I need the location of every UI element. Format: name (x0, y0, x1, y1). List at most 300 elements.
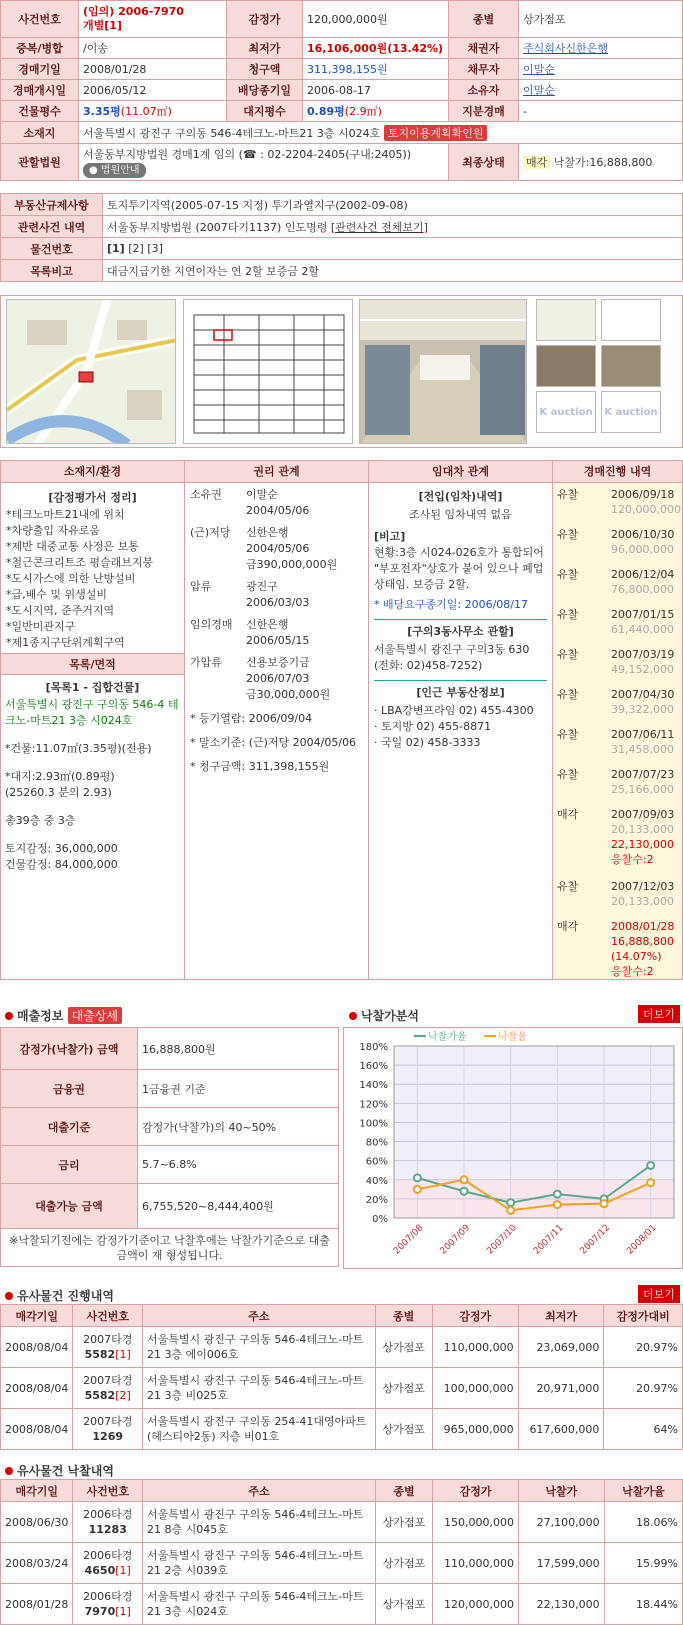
court-info-button[interactable]: ● 법원안내 (83, 163, 146, 178)
history-status: 유찰 (557, 768, 579, 781)
bullet-icon: ● (89, 164, 98, 176)
env-header: 소재지/환경 (1, 461, 184, 483)
col-header: 매각기일 (1, 1480, 73, 1502)
legend-label: 낙찰율 (498, 1032, 527, 1043)
appraisal-value: 120,000,000원 (303, 1, 449, 38)
history-row (557, 877, 678, 917)
y-tick-label: 80% (365, 1137, 388, 1149)
nearby-agency: · LBA강변프라임 02) 455-4300 (374, 704, 534, 717)
item-type: 상가점포 (375, 1409, 432, 1450)
item-price: 20,971,000 (518, 1368, 604, 1409)
item-label: 물건번호 (1, 238, 103, 260)
right-date: 2004/05/06 (246, 542, 310, 555)
col-header: 감정가 (432, 1305, 518, 1327)
table-row[interactable] (1, 1368, 683, 1409)
item-appraisal: 110,000,000 (432, 1327, 518, 1368)
history-price: 16,888,800 (611, 935, 674, 948)
open-label: 경매개시일 (1, 80, 79, 101)
history-date: 2007/12/03 (611, 880, 675, 893)
item-type: 상가점포 (375, 1502, 432, 1543)
list-land: *대지:2.93㎡(0.89평) (5, 770, 115, 783)
case-index: [2] (115, 1389, 131, 1402)
col-header: 사건번호 (73, 1480, 143, 1502)
div-label: 배당종기일 (227, 80, 303, 101)
history-status: 유찰 (557, 688, 579, 701)
right-date: 2006/07/03 (246, 672, 310, 685)
case-number-link[interactable]: 7970 (84, 1605, 116, 1618)
photo-strip (0, 295, 683, 448)
series-point (507, 1207, 514, 1214)
item-appraisal: 150,000,000 (433, 1502, 519, 1543)
case-sub: 개별[1] (83, 19, 122, 32)
case-number-link[interactable]: 11283 (88, 1523, 127, 1536)
history-status: 유찰 (557, 488, 579, 501)
bullet-icon (349, 1012, 357, 1020)
env-item-5: *급,배수 및 위생설비 (6, 588, 107, 601)
item-address[interactable]: 서울특별시 광진구 구의동 546-4테크노-마트21 8층 시045호 (143, 1502, 376, 1543)
start-value: 2008/01/28 (79, 59, 227, 80)
col-header: 감정가 (433, 1480, 519, 1502)
y-tick-label: 160% (359, 1061, 388, 1073)
env-item-3: *철근콘크리트조 평슬래브지붕 (6, 556, 154, 569)
history-date: 2006/10/30 (611, 528, 675, 541)
thumb-logo-1[interactable]: K auction (536, 391, 596, 433)
sale-date: 2008/01/28 (1, 1584, 73, 1625)
sold-section-title: 유사물건 낙찰내역 (5, 1462, 114, 1479)
list-header: 목록/면적 (1, 653, 184, 675)
type-value: 상가점포 (519, 1, 683, 38)
item-appraisal: 110,000,000 (433, 1543, 519, 1584)
list-address: 서울특별시 광진구 구의동 546-4 테크노-마트21 3층 시024호 (5, 698, 179, 727)
history-extra: 22,130,000 (611, 838, 674, 851)
debtor-label: 채무자 (449, 59, 519, 80)
item-ratio: 15.99% (604, 1543, 682, 1584)
chart-section-title: 낙찰가분석 (349, 1007, 419, 1024)
bullet-icon (5, 1467, 13, 1475)
series-point (461, 1188, 468, 1195)
right-holder: 신용보증기금 (246, 656, 310, 669)
open-value: 2006/05/12 (79, 80, 227, 101)
case-label: 사건번호 (1, 1, 79, 38)
note-label: 목록비고 (1, 260, 103, 282)
item-type: 상가점포 (375, 1368, 432, 1409)
history-date: 2007/09/03 (611, 808, 675, 821)
item-other-links[interactable]: [2] [3] (128, 242, 163, 255)
claim-label: 청구액 (227, 59, 303, 80)
nearby-agency: · 토지방 02) 455-8871 (374, 720, 492, 733)
misc-table (0, 193, 683, 282)
item-address[interactable]: 서울특별시 광진구 구의동 546-4테크노-마트21 2층 시039호 (143, 1543, 376, 1584)
item-selected[interactable]: [1] (107, 242, 125, 255)
loan-value: 16,888,800원 (138, 1028, 339, 1070)
table-row[interactable] (1, 1409, 683, 1450)
case-number-link[interactable]: 4650 (84, 1564, 116, 1577)
item-ratio: 18.06% (604, 1502, 682, 1543)
x-tick-label: 2007/10 (485, 1223, 519, 1257)
share-value: - (519, 101, 683, 122)
item-price: 617,600,000 (518, 1409, 604, 1450)
history-status: 유찰 (557, 608, 579, 621)
table-row[interactable] (1, 1502, 683, 1543)
case-number: (임의) 2006-7970 (83, 5, 184, 18)
bldg-sqm: (11.07㎡) (120, 105, 172, 118)
series-point (554, 1201, 561, 1208)
cancel-basis: * 말소기준: (근)저당 2004/05/06 (190, 736, 357, 749)
case-number-link[interactable]: 5582 (84, 1348, 116, 1361)
right-type: 소유권 (190, 488, 222, 501)
thumb-logo-2[interactable]: K auction (601, 391, 661, 433)
history-price: 20,133,000 (611, 823, 674, 836)
history-extra: (14.07%) (611, 950, 662, 963)
loan-value: 감정가(낙찰가)의 40~50% (138, 1108, 339, 1146)
series-point (414, 1186, 421, 1193)
item-price: 22,130,000 (519, 1584, 605, 1625)
history-row (557, 765, 678, 805)
list-building: *건물:11.07㎡(3.35평)(전용) (5, 742, 152, 755)
loan-value: 6,755,520~8,444,400원 (138, 1184, 339, 1229)
sale-date: 2008/06/30 (1, 1502, 73, 1543)
loan-section-title: 매출정보 대출상세 (5, 1007, 122, 1024)
series-point (601, 1200, 608, 1207)
owner-link[interactable]: 이말순 (523, 84, 555, 97)
right-amount: 금30,000,000원 (246, 688, 331, 701)
item-type: 상가점포 (375, 1584, 432, 1625)
thumb-photo-1[interactable] (536, 345, 596, 387)
item-address[interactable]: 서울특별시 광진구 구의동 546-4테크노-마트21 3층 에이006호 (143, 1327, 376, 1368)
sale-date: 2008/08/04 (1, 1368, 73, 1409)
land-label: 대지평수 (227, 101, 303, 122)
item-address[interactable]: 서울특별시 광진구 구의동 254-41대영아파트(헤스티아2동) 지층 비01호 (143, 1409, 376, 1450)
env-title: [감정평가서 정리] (48, 491, 137, 504)
office-title: [구의3동사무소 관할] (407, 625, 514, 638)
series-point (647, 1179, 654, 1186)
item-appraisal: 120,000,000 (433, 1584, 519, 1625)
history-row (557, 917, 678, 989)
history-row (557, 685, 678, 725)
env-item-0: *테크노마트21내에 위치 (6, 508, 125, 521)
history-column (553, 461, 682, 979)
env-item-4: *도시가스에 의한 난방설비 (6, 572, 136, 585)
sale-date: 2008/08/04 (1, 1327, 73, 1368)
bid-rate-chart (344, 1028, 682, 1268)
dup-label: 중복/병합 (1, 38, 79, 59)
y-tick-label: 0% (372, 1214, 388, 1225)
item-type: 상가점포 (375, 1543, 432, 1584)
series-point (461, 1176, 468, 1183)
x-tick-label: 2007/11 (531, 1223, 566, 1257)
case-index: [1] (115, 1348, 131, 1361)
env-item-7: *일반미관지구 (6, 620, 76, 633)
history-row (557, 605, 678, 645)
building-appraisal: 건물감정: 84,000,000 (5, 858, 118, 871)
history-extra: 응찰수:2 (611, 853, 654, 866)
office-phone: (전화: 02)458-7252) (374, 658, 547, 681)
thumb-photo-2[interactable] (601, 345, 661, 387)
loan-key: 대출기준 (1, 1108, 138, 1146)
detail-columns (0, 460, 683, 980)
y-tick-label: 100% (359, 1118, 388, 1130)
history-date: 2007/04/30 (611, 688, 675, 701)
item-address[interactable]: 서울특별시 광진구 구의동 546-4테크노-마트21 3층 비025호 (143, 1368, 376, 1409)
item-ratio: 20.97% (604, 1327, 683, 1368)
item-ratio: 64% (604, 1409, 683, 1450)
env-item-8: *제1종지구단위계획구역 (6, 636, 125, 649)
addr-label: 소재지 (1, 122, 79, 144)
case-type: 2007타경 (83, 1374, 133, 1387)
sale-date: 2008/08/04 (1, 1409, 73, 1450)
land-appraisal: 토지감정: 36,000,000 (5, 842, 118, 855)
history-price: 76,800,000 (611, 583, 674, 596)
series-point (507, 1199, 514, 1206)
registry-view-date: * 등기열람: 2006/09/04 (190, 712, 313, 725)
history-row (557, 645, 678, 685)
history-price: 49,152,000 (611, 663, 674, 676)
chart-panel (343, 1027, 683, 1269)
sold-table (0, 1479, 683, 1625)
col-header: 최저가 (518, 1305, 604, 1327)
x-tick-label: 2007/08 (391, 1223, 426, 1257)
col-header: 주소 (143, 1305, 376, 1327)
series-point (647, 1162, 654, 1169)
y-tick-label: 120% (359, 1099, 388, 1111)
case-type: 2007타경 (83, 1415, 133, 1428)
bldg-label: 건물평수 (1, 101, 79, 122)
history-header: 경매진행 내역 (553, 461, 682, 483)
col-header: 낙찰가 (519, 1480, 605, 1502)
history-row (557, 525, 678, 565)
item-appraisal: 100,000,000 (432, 1368, 518, 1409)
history-extra: 응찰수:2 (611, 965, 654, 978)
table-row[interactable] (1, 1584, 683, 1625)
history-status: 유찰 (557, 528, 579, 541)
y-tick-label: 140% (359, 1080, 388, 1092)
history-price: 61,440,000 (611, 623, 674, 636)
col-header: 감정가대비 (604, 1305, 683, 1327)
series-point (414, 1174, 421, 1181)
y-tick-label: 20% (365, 1194, 388, 1206)
right-type: 압류 (190, 580, 212, 593)
case-info-table (0, 0, 683, 181)
land-plan-button[interactable]: 토지이용계획확인원 (384, 125, 488, 141)
nearby-agency: · 국일 02) 458-3333 (374, 736, 481, 749)
debtor-link[interactable]: 이말순 (523, 63, 555, 76)
right-holder: 광진구 (246, 580, 278, 593)
creditor-link[interactable]: 주식회사신한은행 (523, 42, 609, 55)
min-price: 16,106,000원(13.42%) (303, 38, 449, 59)
y-tick-label: 60% (365, 1156, 388, 1168)
series-point (554, 1191, 561, 1198)
loan-detail-button[interactable]: 대출상세 (68, 1007, 122, 1024)
case-index: [1] (115, 1564, 131, 1577)
type-label: 종별 (449, 1, 519, 38)
rel-all-link[interactable]: [관련사건 전체보기] (330, 220, 428, 234)
loan-key: 금리 (1, 1146, 138, 1184)
rel-value: 서울동부지방법원 (2007타기1137) 인도명령 (107, 220, 328, 234)
lease-none: 조사된 임차내역 없음 (409, 508, 512, 521)
history-status: 유찰 (557, 880, 579, 893)
history-date: 2007/07/23 (611, 768, 675, 781)
case-type: 2007타경 (83, 1333, 133, 1346)
col-header: 매각기일 (1, 1305, 73, 1327)
history-row (557, 725, 678, 765)
bldg-value: 3.35평 (83, 105, 121, 118)
creditor-label: 채권자 (449, 38, 519, 59)
history-price: 39,322,000 (611, 703, 674, 716)
x-tick-label: 2008/01 (625, 1223, 659, 1257)
bullet-icon (5, 1292, 13, 1300)
col-header: 주소 (143, 1480, 376, 1502)
table-row[interactable] (1, 1543, 683, 1584)
history-status: 유찰 (557, 728, 579, 741)
item-type: 상가점포 (375, 1327, 432, 1368)
right-holder: 신한은행 (246, 526, 289, 539)
case-number-link[interactable]: 1269 (92, 1430, 124, 1443)
similar-table (0, 1304, 683, 1450)
history-price: 120,000,000 (611, 503, 681, 516)
rights-column (185, 461, 369, 979)
lease-header: 임대차 관계 (369, 461, 552, 483)
dup-value: /이송 (79, 38, 227, 59)
history-status: 매각 (557, 808, 579, 821)
item-price: 27,100,000 (519, 1502, 605, 1543)
start-label: 경매기일 (1, 59, 79, 80)
appraisal-label: 감정가 (227, 1, 303, 38)
rights-header: 권리 관계 (185, 461, 368, 483)
legend-label: 낙찰가율 (428, 1032, 467, 1043)
history-row (557, 565, 678, 605)
loan-value: 5.7~6.8% (138, 1146, 339, 1184)
interior-photo[interactable] (359, 299, 527, 444)
office-address: 서울특별시 광진구 구의3동 630 (374, 643, 530, 656)
history-status: 유찰 (557, 568, 579, 581)
right-holder: 이말순 (246, 488, 278, 501)
history-date: 2007/03/19 (611, 648, 675, 661)
table-row[interactable] (1, 1327, 683, 1368)
history-status: 매각 (557, 920, 579, 933)
col-header: 사건번호 (73, 1305, 143, 1327)
floor-plan-image[interactable] (183, 299, 353, 444)
list-floor: 총39층 중 3층 (5, 814, 76, 827)
realty-value: 토지투기지역(2005-07-15 지정) 투기과열지구(2002-09-08) (103, 194, 683, 216)
similar-section-title: 유사물건 진행내역 (5, 1287, 114, 1304)
note-value: 대금지급기한 지연이자는 연 2할 보증금 2할 (103, 260, 683, 282)
history-date: 2006/12/04 (611, 568, 675, 581)
right-holder: 신한은행 (246, 618, 289, 631)
location-map[interactable] (6, 299, 176, 444)
nearby-title: [인근 부동산정보] (416, 686, 505, 699)
history-row (557, 485, 681, 525)
item-address[interactable]: 서울특별시 광진구 구의동 546-4테크노-마트21 3층 시024호 (143, 1584, 376, 1625)
loan-table (0, 1027, 339, 1267)
remark-title: [비고] (374, 530, 406, 543)
right-date: 2006/03/03 (246, 596, 310, 609)
thumb-plan[interactable] (601, 299, 661, 341)
right-date: 2004/05/06 (246, 504, 310, 517)
right-type: 임의경매 (190, 618, 233, 631)
history-price: 20,133,000 (611, 895, 674, 908)
item-price: 17,599,000 (519, 1543, 605, 1584)
col-header: 낙찰가율 (604, 1480, 682, 1502)
item-ratio: 18.44% (604, 1584, 682, 1625)
owner-label: 소유자 (449, 80, 519, 101)
env-item-1: *차량출입 자유로움 (6, 524, 101, 537)
right-amount: 금390,000,000원 (246, 558, 338, 571)
item-price: 23,069,000 (518, 1327, 604, 1368)
case-type: 2006타경 (83, 1590, 133, 1603)
final-value: 낙찰가:16,888,800 (553, 156, 653, 169)
address: 서울특별시 광진구 구의동 546-4테크노-마트21 3층 시024호 (83, 126, 381, 140)
col-header: 종별 (375, 1480, 432, 1502)
case-index: [1] (115, 1605, 131, 1618)
env-column (1, 461, 185, 979)
realty-label: 부동산규제사항 (1, 194, 103, 216)
land-value: 0.89평 (307, 105, 345, 118)
final-tag: 매각 (523, 156, 550, 169)
lease-title: [전입(임차)내역] (418, 490, 503, 503)
case-type: 2006타경 (83, 1508, 133, 1521)
court-value: 서울동부지방법원 경매1계 임의 (☎ : 02-2204-2405(구내:2405)) (83, 147, 412, 161)
env-item-2: *제반 대중교통 사정은 보통 (6, 540, 139, 553)
env-item-6: *도시지역, 준주거지역 (6, 604, 115, 617)
y-tick-label: 180% (359, 1042, 388, 1053)
min-label: 최저가 (227, 38, 303, 59)
claim-amount: * 청구금액: 311,398,155원 (190, 760, 330, 773)
div-value: 2006-08-17 (303, 80, 449, 101)
thumb-map[interactable] (536, 299, 596, 341)
court-label: 관할법원 (1, 144, 79, 181)
case-number-link[interactable]: 5582 (84, 1389, 116, 1402)
history-date: 2006/09/18 (611, 488, 675, 501)
history-price: 31,458,000 (611, 743, 674, 756)
bullet-icon (5, 1012, 13, 1020)
list-land-share: (25260.3 분의 2.93) (5, 786, 112, 799)
share-label: 지분경매 (449, 101, 519, 122)
remark-text: 현황:3층 시024-026호가 통합되어 "부포전자"상호가 붙어 있으나 폐업상태임. 보증금 2할. (374, 546, 544, 591)
loan-key: 금융권 (1, 1070, 138, 1108)
history-date: 2007/01/15 (611, 608, 675, 621)
case-type: 2006타경 (83, 1549, 133, 1562)
history-date: 2007/06/11 (611, 728, 675, 741)
history-row (557, 805, 678, 877)
x-tick-label: 2007/09 (438, 1223, 473, 1257)
col-header: 종별 (375, 1305, 432, 1327)
final-label: 최종상태 (449, 144, 519, 181)
loan-key: 감정가(낙찰가) 금액 (1, 1028, 138, 1070)
rel-label: 관련사건 내역 (1, 216, 103, 238)
chart-more-button[interactable]: 더보기 (638, 1005, 680, 1023)
y-tick-label: 40% (365, 1175, 388, 1187)
history-price: 96,000,000 (611, 543, 674, 556)
right-type: (근)저당 (190, 526, 231, 539)
history-status: 유찰 (557, 648, 579, 661)
item-ratio: 20.97% (604, 1368, 683, 1409)
list-title: [목록1 - 집합건물] (45, 681, 140, 694)
right-date: 2006/05/15 (246, 634, 310, 647)
sale-date: 2008/03/24 (1, 1543, 73, 1584)
lease-column (369, 461, 553, 979)
right-type: 가압류 (190, 656, 222, 669)
loan-note: ※낙찰되기전에는 감정가기준이고 낙찰후에는 낙찰가기준으로 대출금액이 재 형성됩니다. (1, 1229, 339, 1267)
item-appraisal: 965,000,000 (432, 1409, 518, 1450)
history-price: 25,166,000 (611, 783, 674, 796)
similar-more-button[interactable]: 더보기 (638, 1285, 680, 1303)
loan-key: 대출가능 금액 (1, 1184, 138, 1229)
loan-value: 1금융권 기준 (138, 1070, 339, 1108)
history-date: 2008/01/28 (611, 920, 675, 933)
land-sqm: (2.9㎡) (344, 105, 382, 118)
claim-value: 311,398,155원 (303, 59, 449, 80)
dividend-deadline: * 배당요구종기일: 2006/08/17 (374, 597, 547, 620)
